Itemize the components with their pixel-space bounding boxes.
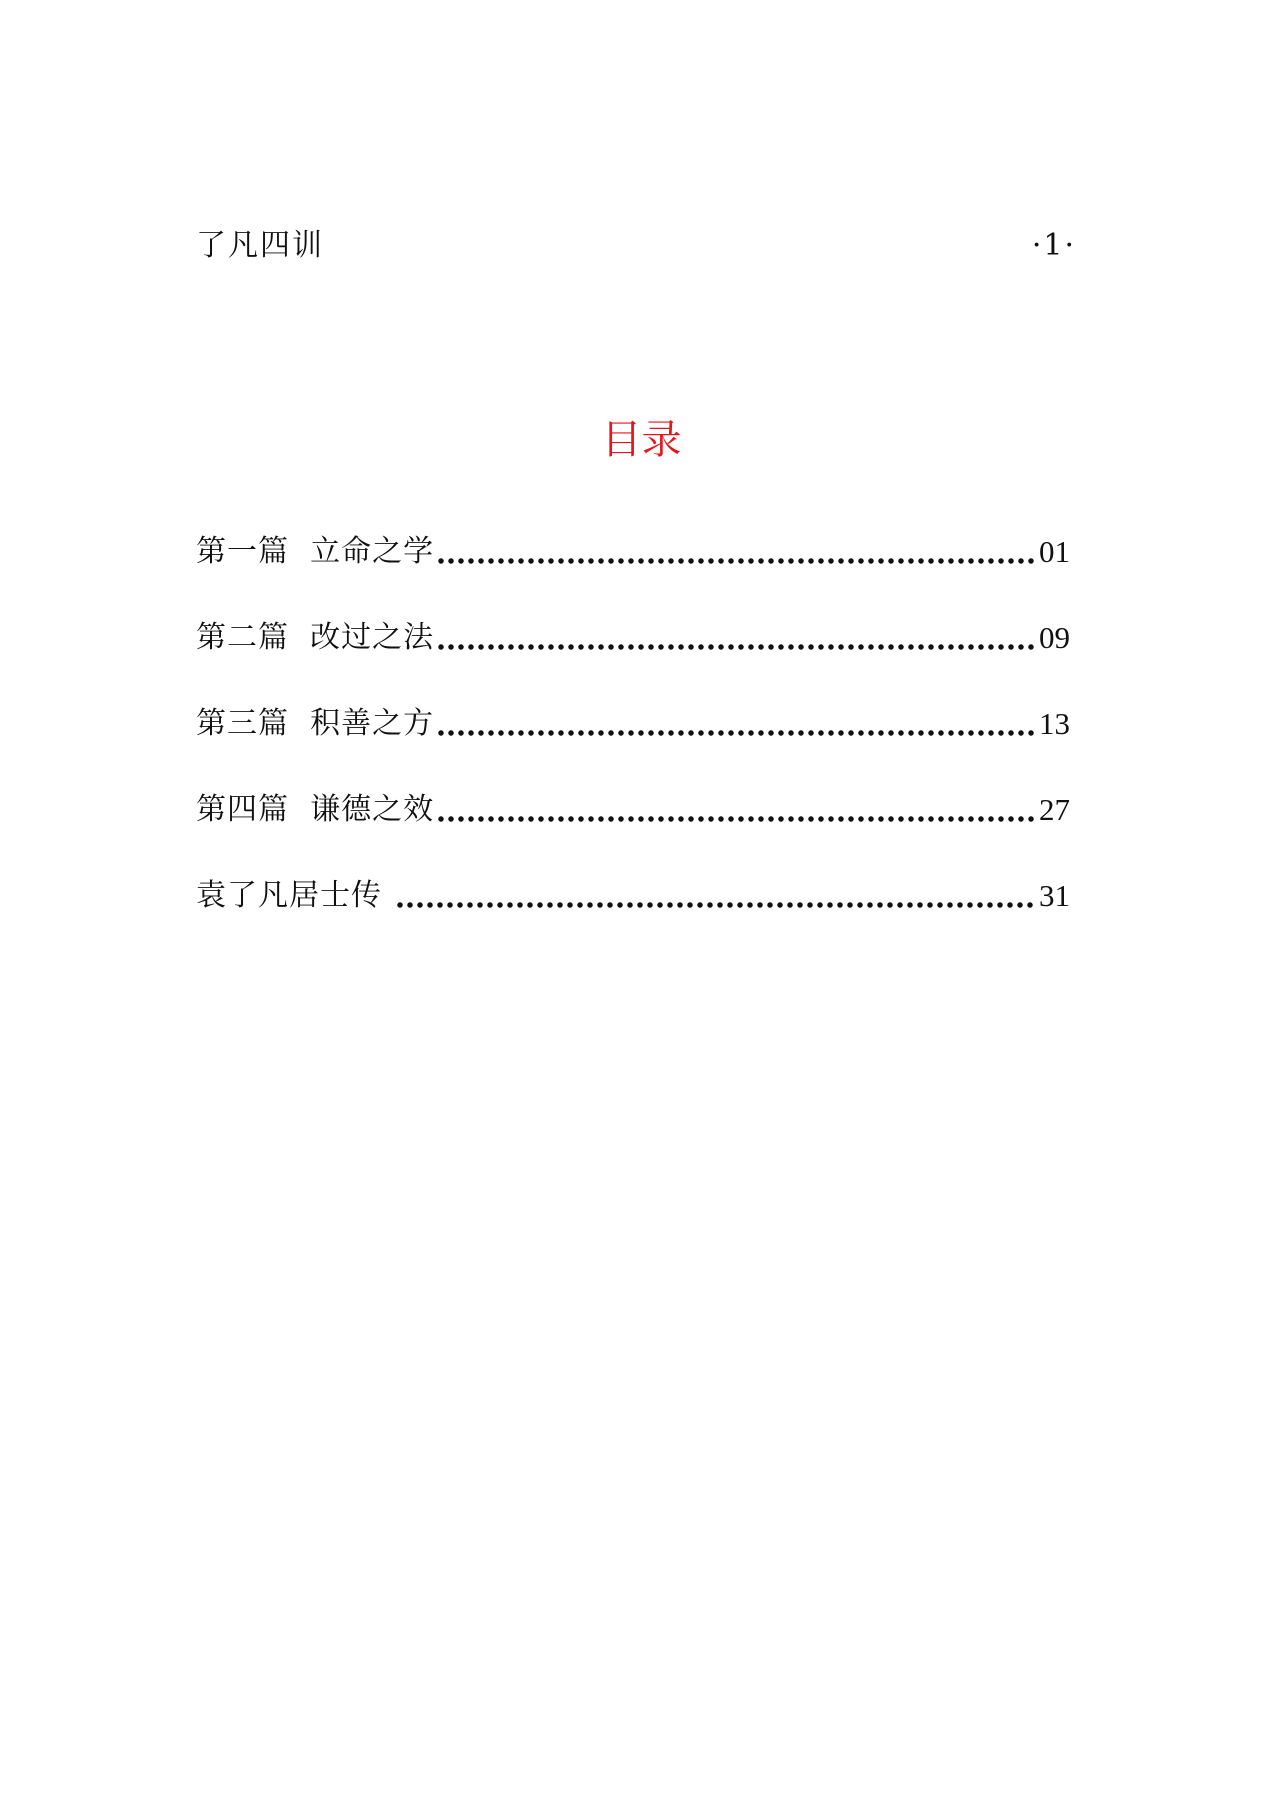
toc-entry[interactable]	[196, 702, 1070, 746]
toc-entry[interactable]	[196, 788, 1070, 832]
toc-entry-page: 13	[1039, 706, 1070, 741]
dot-leader	[436, 702, 1037, 746]
page-number: ·1·	[1031, 228, 1076, 263]
toc-entry[interactable]	[196, 616, 1070, 660]
dot-leader	[436, 616, 1037, 660]
toc-entry-page: 09	[1039, 620, 1070, 655]
book-title: 了凡四训	[196, 228, 324, 263]
toc-entry-page: 27	[1039, 792, 1070, 827]
dot-leader	[395, 874, 1037, 918]
running-header	[196, 226, 1076, 266]
toc-entry-label: 袁了凡居士传	[196, 878, 393, 913]
toc-entry-label: 第二篇 改过之法	[196, 620, 435, 655]
toc-entry-page: 31	[1039, 878, 1070, 913]
toc-heading: 目录	[601, 417, 682, 463]
dot-leader	[436, 530, 1037, 574]
table-of-contents	[196, 530, 1070, 918]
toc-entry-label: 第三篇 积善之方	[196, 706, 435, 741]
toc-entry[interactable]	[196, 874, 1070, 918]
toc-entry-page: 01	[1039, 534, 1070, 569]
toc-entry-label: 第一篇 立命之学	[196, 534, 435, 569]
toc-entry-label: 第四篇 谦德之效	[196, 792, 435, 827]
dot-leader	[436, 788, 1037, 832]
toc-entry[interactable]	[196, 530, 1070, 574]
